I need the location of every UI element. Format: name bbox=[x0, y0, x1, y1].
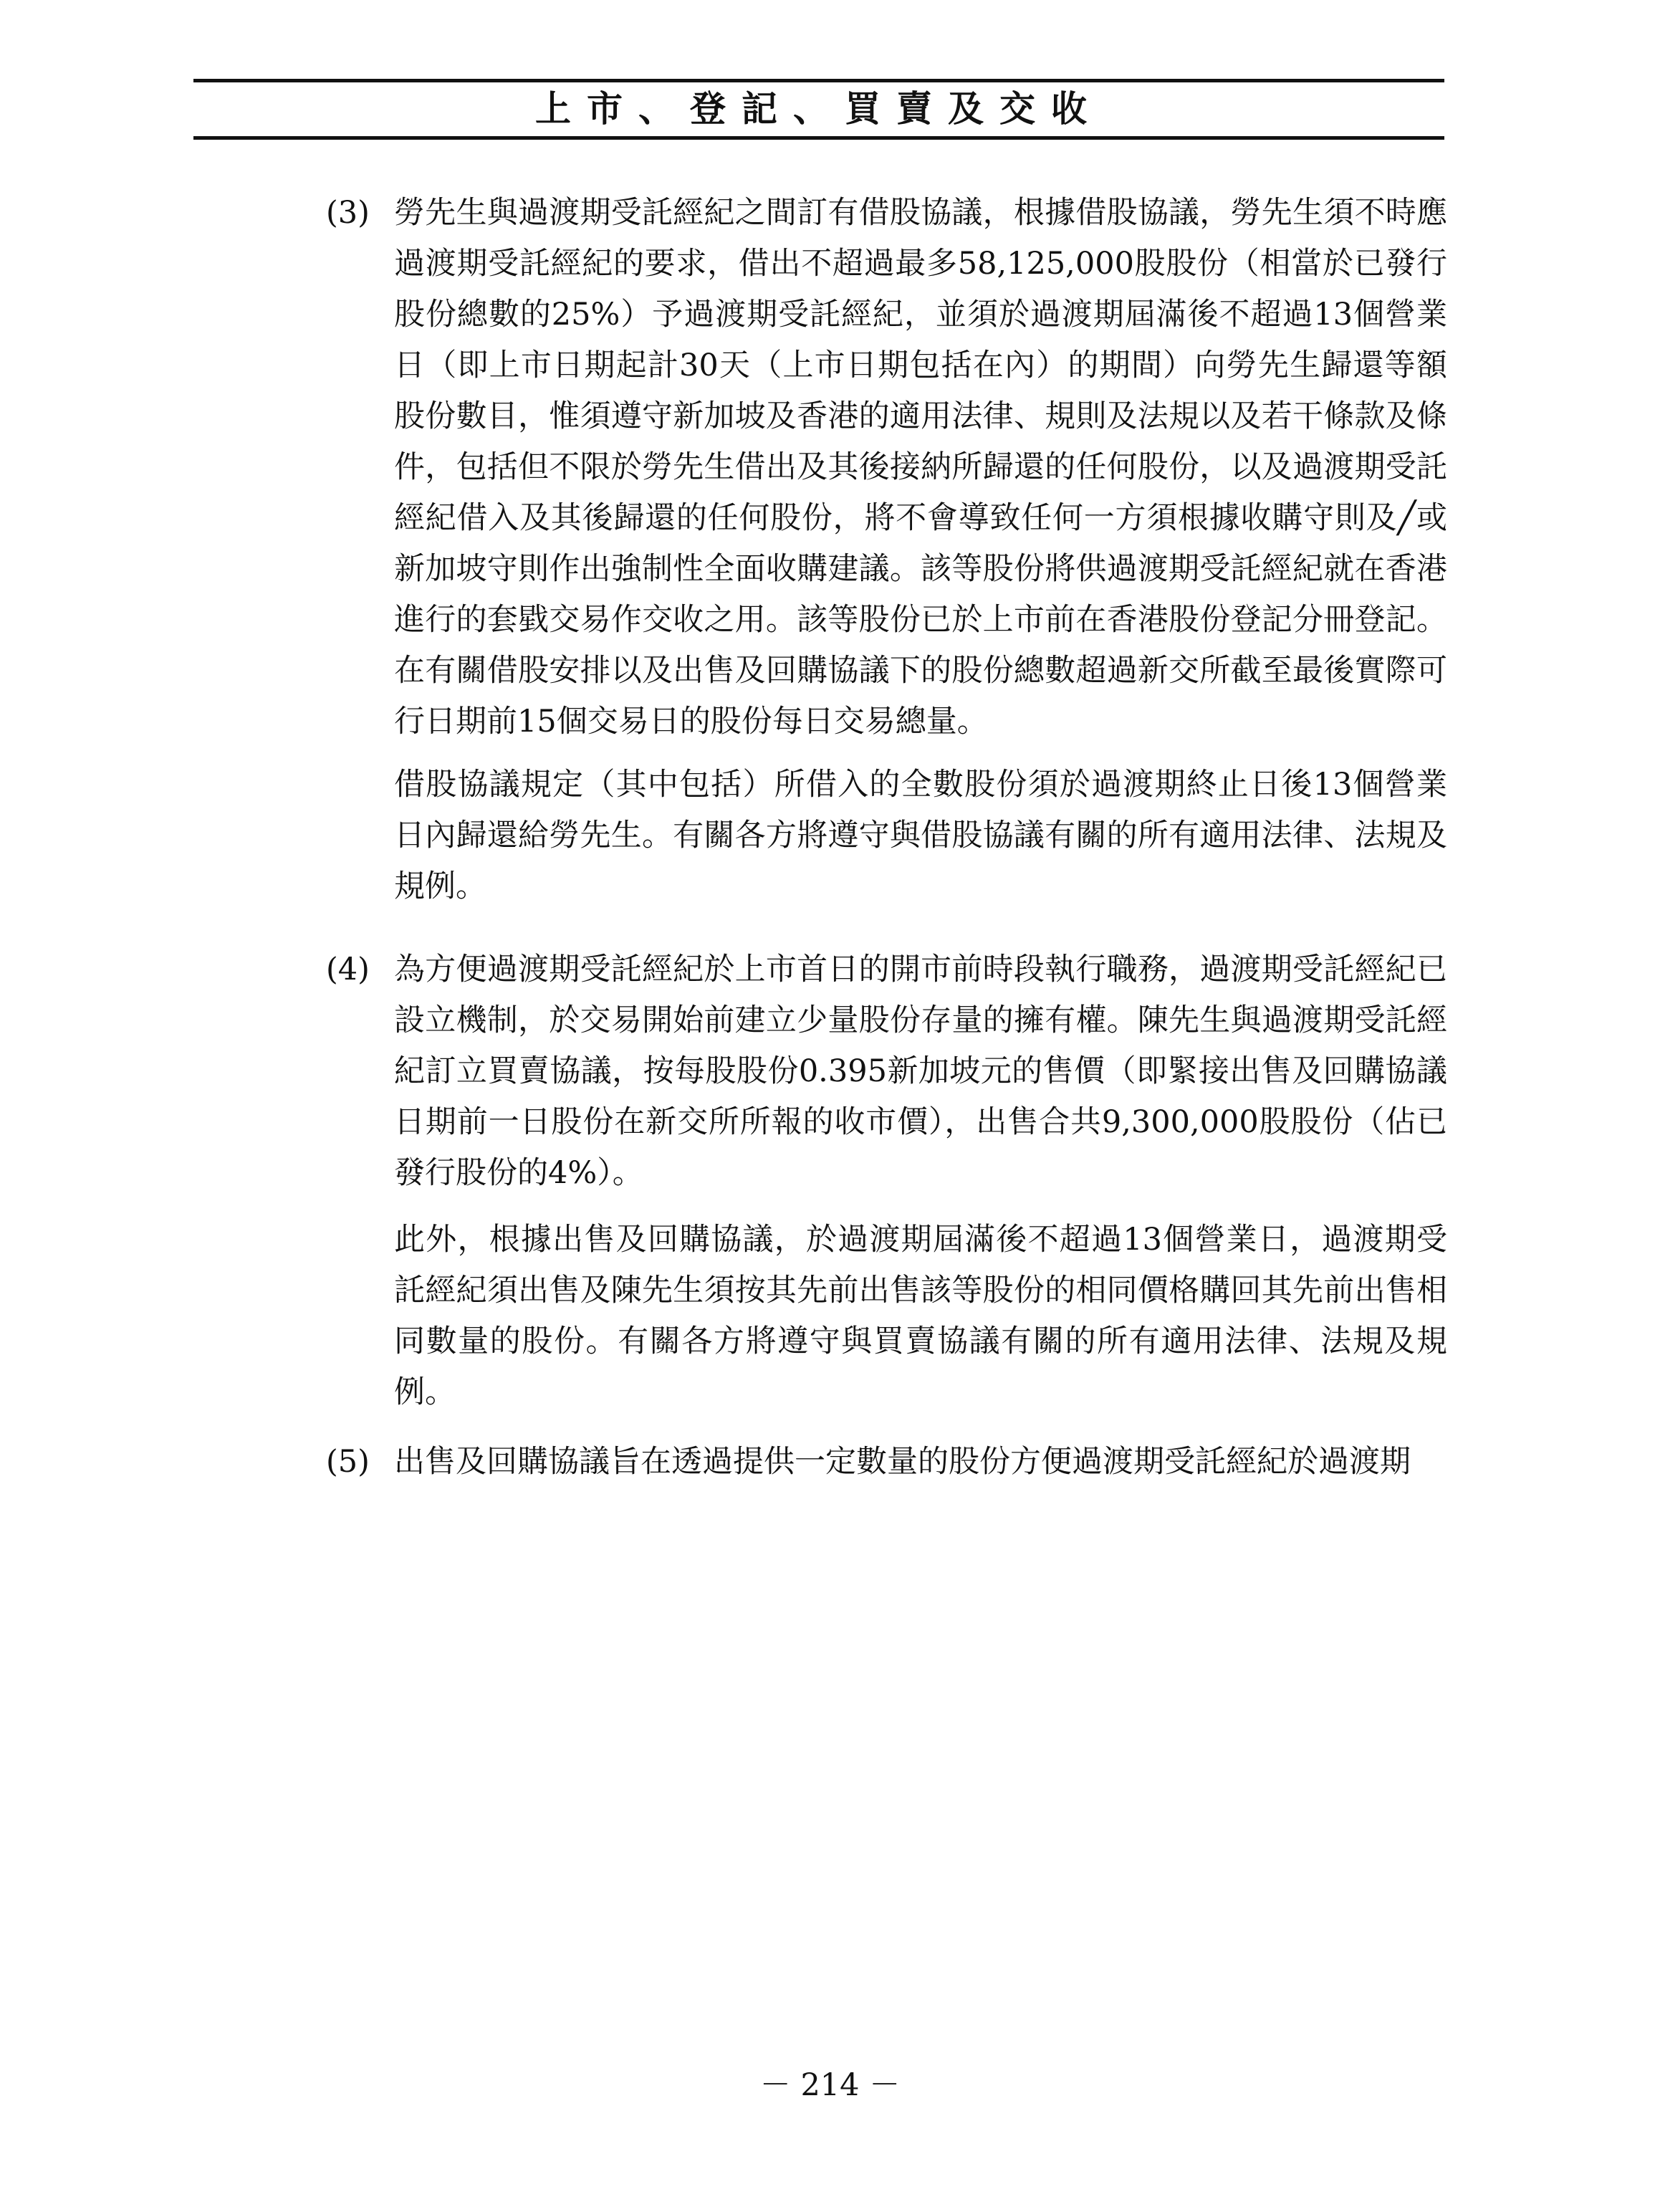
header-top-rule bbox=[193, 79, 1444, 82]
page-title: 上市、登記、買賣及交收 bbox=[535, 87, 1103, 130]
item-paragraph: 借股協議規定（其中包括）所借入的全數股份須於過渡期終止日後13個營業日內歸還給勞先生。有關各方將遵守與借股協議有關的所有適用法律、法規及規例。 bbox=[394, 767, 1447, 904]
item-paragraph: 出售及回購協議旨在透過提供一定數量的股份方便過渡期受託經紀於過渡期 bbox=[394, 1444, 1411, 1480]
page-number: － 214 － bbox=[759, 2067, 901, 2103]
item-number: (3) bbox=[326, 195, 370, 231]
header-bottom-rule bbox=[193, 136, 1444, 140]
item-number: (5) bbox=[326, 1444, 370, 1480]
item-paragraph: 勞先生與過渡期受託經紀之間訂有借股協議，根據借股協議，勞先生須不時應過渡期受託經紀的要求，借出不超過最多58,125,000股股份（相當於已發行股份總數的25%）予過渡期受託經紀，並須於過渡期屆滿後不超過13個營業日（即上市日期起計30天（上市日期包括在內）的期間）向勞先生歸還等額股份數目，惟須遵守新加坡及香港的適用法律、規則及法規以及若干條款及條件，包括但不限於勞先生借出及其後接納所歸還的任何股份，以及過渡期受託經紀借入及其後歸還的任何股份，將不會導致任何一方須根據收購守則及╱或新加坡守則作出強制性全面收購建議。該等股份將供過渡期受託經紀就在香港進行的套戥交易作交收之用。該等股份已於上市前在香港股份登記分冊登記。在有關借股安排以及出售及回購協議下的股份總數超過新交所截至最後實際可行日期前15個交易日的股份每日交易總量。 bbox=[394, 195, 1447, 739]
item-paragraph: 為方便過渡期受託經紀於上市首日的開市前時段執行職務，過渡期受託經紀已設立機制，於交易開始前建立少量股份存量的擁有權。陳先生與過渡期受託經紀訂立買賣協議，按每股股份0.395新加坡元的售價（即緊接出售及回購協議日期前一日股份在新交所所報的收市價），出售合共9,300,000股股份（佔已發行股份的4%）。 bbox=[394, 952, 1447, 1191]
item-number: (4) bbox=[326, 952, 370, 987]
item-paragraph: 此外，根據出售及回購協議，於過渡期屆滿後不超過13個營業日，過渡期受託經紀須出售及陳先生須按其先前出售該等股份的相同價格購回其先前出售相同數量的股份。有關各方將遵守與買賣協議有關的所有適用法律、法規及規例。 bbox=[394, 1222, 1447, 1410]
